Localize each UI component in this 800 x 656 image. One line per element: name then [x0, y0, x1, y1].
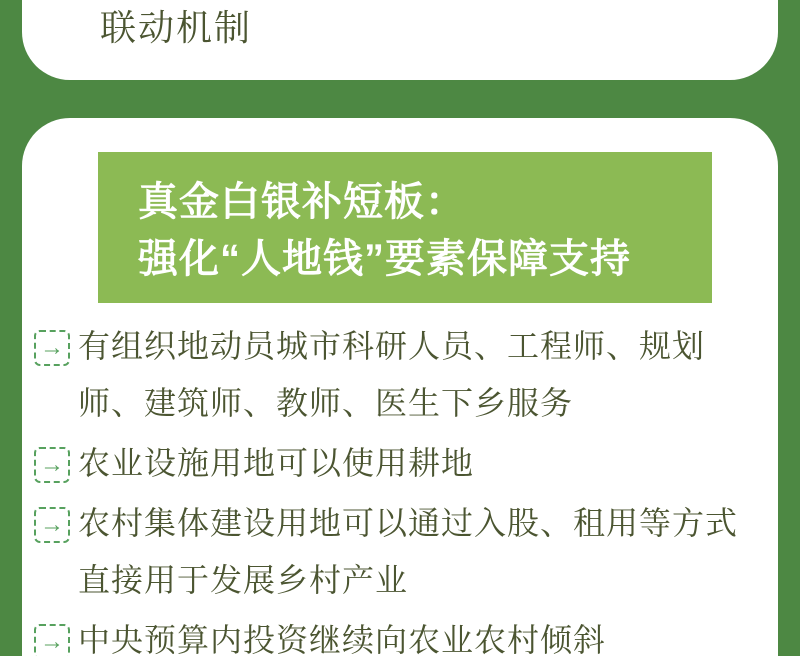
arrow-right-dashed-box-icon: → [34, 507, 70, 543]
bullet-list [22, 318, 778, 656]
list-item [22, 495, 778, 609]
previous-section-text: 联动机制 [100, 7, 253, 48]
list-item [22, 612, 778, 656]
section-title-box [98, 152, 712, 303]
list-item [22, 435, 778, 492]
list-item-text: 农业设施用地可以使用耕地 [78, 445, 475, 481]
arrow-right-dashed-box-icon: → [34, 447, 70, 483]
section-title-line1: 真金白银补短板： [138, 180, 466, 224]
section-title-line2: 强化“人地钱”要素保障支持 [138, 237, 631, 281]
section-card [22, 118, 778, 656]
arrow-right-dashed-box-icon: → [34, 624, 70, 656]
list-item-text: 农村集体建设用地可以通过入股、租用等方式直接用于发展乡村产业 [78, 505, 739, 598]
previous-section-card [22, 0, 778, 80]
list-item-text: 中央预算内投资继续向农业农村倾斜 [78, 622, 607, 656]
list-item [22, 318, 778, 432]
list-item-text: 有组织地动员城市科研人员、工程师、规划师、建筑师、教师、医生下乡服务 [78, 328, 706, 421]
arrow-right-dashed-box-icon: → [34, 330, 70, 366]
